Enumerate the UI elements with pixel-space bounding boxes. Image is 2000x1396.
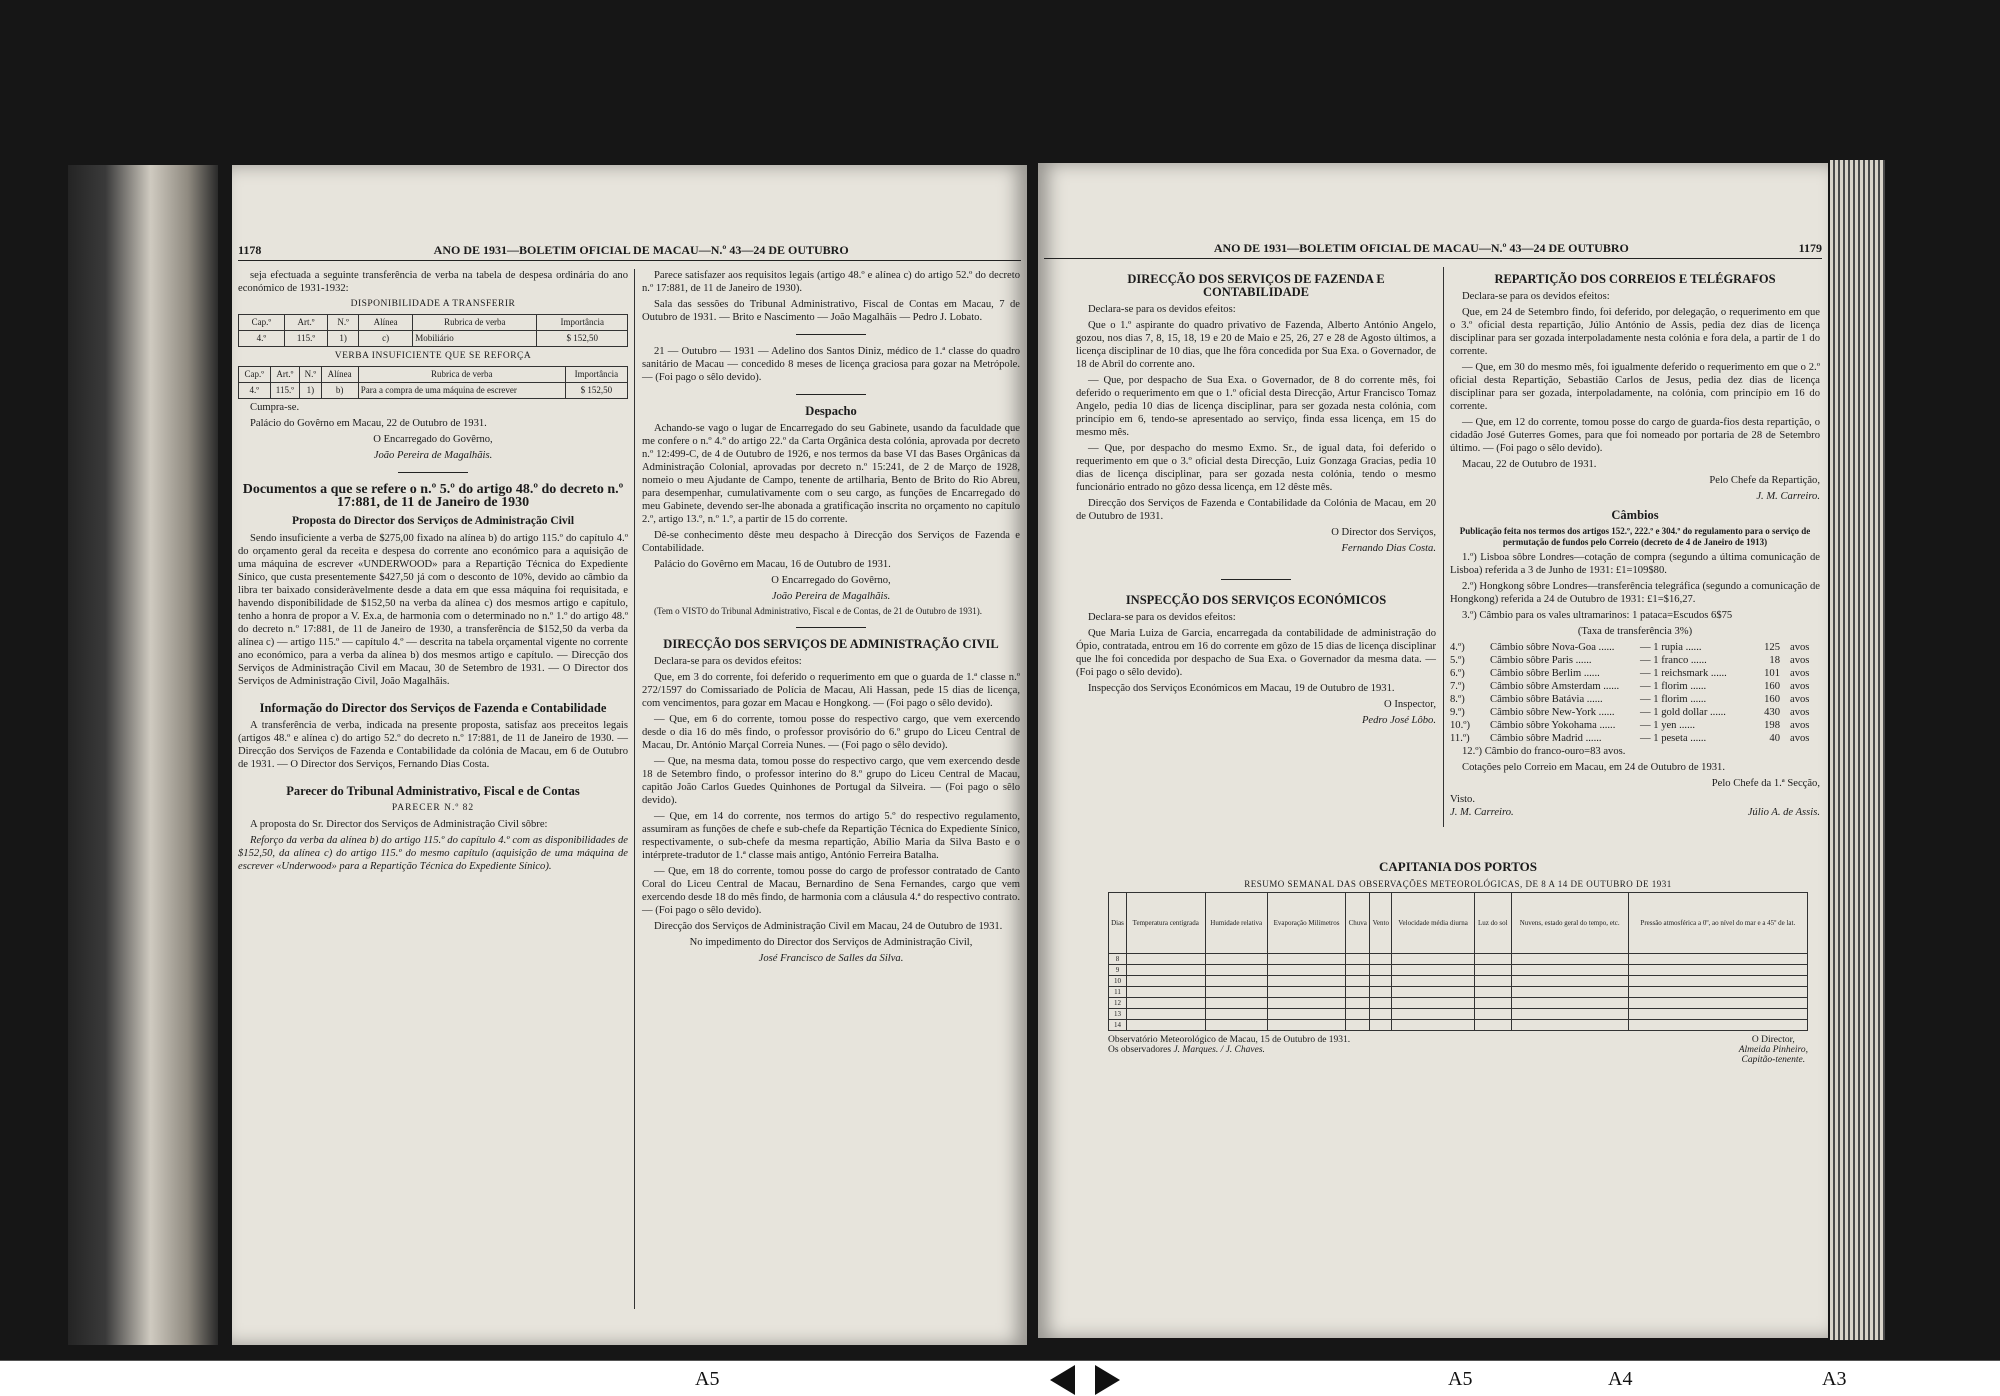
met-header: Pressão atmosférica a 0º, ao nível do mar e a 45º de lat. [1628, 893, 1807, 954]
paragraph: Inspecção dos Serviços Económicos em Macau, 19 de Outubro de 1931. [1088, 683, 1395, 694]
met-row: 14 [1109, 1020, 1808, 1031]
page-number: 1179 [1798, 241, 1822, 255]
book-left-edge [68, 165, 218, 1345]
signature-name: Fernando Dias Costa. [1341, 543, 1436, 554]
signature-role: O Encarregado do Govêrno, [771, 575, 891, 586]
paragraph: Dê-se conhecimento dêste meu despacho à Direcção dos Serviços de Fazenda e Contabilidade. [642, 530, 1020, 554]
met-row: 10 [1109, 976, 1808, 987]
signature-name: J. M. Carreiro. [1756, 491, 1820, 502]
exchange-rate-row: 9.º) Câmbio sôbre New-York ...... — 1 gold dollar ...... 430 avos [1450, 707, 1810, 718]
paragraph: Que, em 3 do corrente, foi deferido o requerimento em que o guarda de 1.ª classe n.º 272/1597 do Comissariado de Polícia de Macau, Ali Hassan, pede 15 dias de licença, com vencimentos, para gozar em Macau e Hongkong. — (Foi pago o sêlo devido). [642, 672, 1020, 709]
section-title: DIRECÇÃO DOS SERVIÇOS DE ADMINISTRAÇÃO CIVIL [663, 637, 999, 651]
exchange-rate-row: 10.º) Câmbio sôbre Yokohama ...... — 1 yen ...... 198 avos [1450, 720, 1810, 731]
film-label: A5 [1448, 1368, 1473, 1390]
met-row: 9 [1109, 965, 1808, 976]
signature-role: O Inspector, [1384, 699, 1436, 710]
note: (Tem o VISTO do Tribunal Administrativo, Fiscal e de Contas, de 21 de Outubro de 1931). [654, 606, 983, 616]
note: Publicação feita nos termos dos artigos 152.º, 222.º e 304.º do regulamento para o serviço de permutação de fundos pelo Correio (decreto de 4 de Janeiro de 1913) [1459, 526, 1811, 547]
exchange-rates-list [1450, 641, 1820, 745]
film-label: A4 [1608, 1368, 1633, 1390]
paragraph: Que Maria Luiza de Garcia, encarregada da contabilidade de administração do Ópio, contratada, entrou em 16 do corrente em gôzo de 15 dias de licença disciplinar que lhe foi concedida por despacho de Sua Exa. o Governador da mesma data. — (Foi pago o sêlo devido). [1076, 628, 1436, 678]
paragraph: — Que, em 14 do corrente, nos termos do artigo 5.º do respectivo regulamento, assumiram as funções de chefe e sub-chefe da Repartição Técnica do Expediente Sínico, respectivamente, o sub-chefe da mesma repartição, Abílio Maria da Silva Basto e o intérprete-tradutor de 1.ª classe mais antigo, António Ferreira Batalha. [642, 811, 1020, 861]
paragraph: — Que, por despacho de Sua Exa. o Governador, de 8 do corrente mês, foi deferido o requerimento em que o 1.º oficial desta Direcção, Artur Francisco Tomaz Angelo, pedia 10 dias de licença disciplinar, para ser gozada nesta colónia, com princípio em 6, tendo-se apresentado ao serviço, finda essa licença, em 15 do mesmo mês. [1076, 375, 1436, 438]
met-header: Humidade relativa [1205, 893, 1267, 954]
film-strip [0, 1360, 2000, 1396]
exchange-note: (Taxa de transferência 3%) [1577, 626, 1693, 637]
column-divider [1443, 267, 1444, 827]
paragraph: Sala das sessões do Tribunal Administrativo, Fiscal de Contas em Macau, 7 de Outubro de 1931. — Brito e Nascimento — João Magalhãis — Pedro J. Lobato. [642, 299, 1020, 323]
paragraph: Cotações pelo Correio em Macau, em 24 de Outubro de 1931. [1462, 762, 1726, 773]
met-header: Vento [1370, 893, 1392, 954]
met-header: Velocidade média diurna [1392, 893, 1474, 954]
exchange-item: 12.º) Câmbio do franco-ouro=83 avos. [1462, 746, 1626, 757]
paragraph: Que, em 24 de Setembro findo, foi deferido, por delegação, o requerimento em que o 3.º oficial desta repartição, Júlio António de Assis, pedia dez dias de licença disciplinar para ser gozada interpoladamente nesta colónia e fora dela, a partir de 1 do corrente. [1450, 307, 1820, 357]
exchange-rate-row: 4.º) Câmbio sôbre Nova-Goa ...... — 1 rupia ...... 125 avos [1450, 642, 1810, 653]
paragraph: A proposta do Sr. Director dos Serviços de Administração Civil sôbre: [250, 819, 548, 830]
exchange-rate-row: 8.º) Câmbio sôbre Batávia ...... — 1 florim ...... 160 avos [1450, 694, 1810, 705]
met-header: Luz do sol [1474, 893, 1511, 954]
signature-role: No impedimento do Director dos Serviços de Administração Civil, [689, 937, 973, 948]
section-subtitle: Proposta do Director dos Serviços de Administração Civil [291, 515, 575, 527]
section-title: Despacho [805, 404, 857, 418]
exchange-rate-row: 6.º) Câmbio sôbre Berlim ...... — 1 reichsmark ...... 101 avos [1450, 668, 1810, 679]
paragraph: Cumpra-se. [250, 402, 300, 413]
signature-role: O Director, [1751, 1035, 1795, 1045]
paragraph: Declara-se para os devidos efeitos: [1462, 291, 1610, 302]
exchange-item: 2.º) Hongkong sôbre Londres—transferência telegráfica (segundo a comunicação de Hongkong) referida a 24 de Outubro de 1931: £1=$16,27. [1450, 581, 1820, 605]
signature-name: João Pereira de Magalhãis. [373, 450, 493, 461]
right-page-header [1044, 241, 1822, 259]
met-header: Chuva [1346, 893, 1370, 954]
paragraph: — Que, em 6 do corrente, tomou posse do respectivo cargo, que vem exercendo desde o dia 16 do mês findo, o professor provisório do 6.º grupo do Liceu Central de Macau, Dr. António Marçal Correia Nunes. — (Foi pago o sêlo devido). [642, 714, 1020, 751]
paragraph: A transferência de verba, indicada na presente proposta, satisfaz aos preceitos legais (artigos 48.º e alínea c) do artigo 52.º do decreto n.º 17:881, de 11 de Janeiro de 1930. — Direcção dos Serviços de Fazenda e Contabilidade da colónia de Macau, em 6 de Outubro de 1931. — O Director dos Serviços, Fernando Dias Costa. [238, 720, 628, 770]
exchange-item: 3.º) Câmbio para os vales ultramarinos: 1 pataca=Escudos 6$75 [1462, 610, 1733, 621]
section-title: REPARTIÇÃO DOS CORREIOS E TELÉGRAFOS [1494, 272, 1776, 286]
page-header-title: ANO DE 1931—BOLETIM OFICIAL DE MACAU—N.º 43—24 DE OUTUBRO [433, 243, 849, 257]
section-title: CAPITANIA DOS PORTOS [1379, 859, 1537, 874]
paragraph: Declara-se para os devidos efeitos: [1088, 612, 1236, 623]
paragraph: — Que, em 30 do mesmo mês, foi igualmente deferido o requerimento em que o 2.º oficial desta Repartição, Sebastião Carlos de Jesus, pedia dez dias de licença disciplinar para ser gozada, interpoladamente, na colónia, com princípio em 16 do corrente. [1450, 362, 1820, 412]
signature-name: Almeida Pinheiro, [1738, 1045, 1808, 1055]
exchange-rate-row: 11.º) Câmbio sôbre Madrid ...... — 1 peseta ...... 40 avos [1450, 733, 1810, 744]
met-row: 8 [1109, 954, 1808, 965]
exchange-rate-row: 5.º) Câmbio sôbre Paris ...... — 1 franco ...... 18 avos [1450, 655, 1810, 666]
section-subtitle: Informação do Director dos Serviços de Fazenda e Contabilidade [259, 701, 607, 715]
page-number: 1178 [238, 243, 262, 257]
paragraph: Macau, 22 de Outubro de 1931. [1462, 459, 1597, 470]
paragraph: — Que, na mesma data, tomou posse do respectivo cargo, que vem exercendo desde 18 de Setembro findo, o professor interino do 8.º grupo do Liceu Central de Macau, capitão João Carlos Guedes Quinhones de Portugal da Silveira. — (Foi pago o sêlo devido). [642, 756, 1020, 806]
paragraph: Achando-se vago o lugar de Encarregado do seu Gabinete, usando da faculdade que me confere o n.º 4.º do artigo 22.º da Carta Orgânica desta colónia, aprovada por decreto n.º 12:499-C, de 4 de Outubro de 1926, e nos termos da base VI das Bases Orgânicas da Administração Colonial, aprovadas por decreto n.º 15:241, de 2 de Março de 1928, nomeio o meu Ajudante de Campo, tenente de artilharia, Bento de Brito do Rio Abreu, para desempenhar, cumulativamente com o seu cargo, as funções de Encarregado do meu Gabinete, devendo ser-lhe abonada a gratificação inscrita no orçamento no capítulo 2.º, artigo 13.º, n.º 1.º, a partir de 15 do corrente. [642, 423, 1020, 525]
paragraph: — Que, por despacho do mesmo Exmo. Sr., de igual data, foi deferido o requerimento em que o 3.º oficial desta Direcção, Luiz Gonzaga Gracias, pedia 10 dias de licença disciplinar, para ser gozada nesta colónia, tendo o mesmo funcionário entrado no gôzo dessa licença, em 12 dêste mês. [1076, 443, 1436, 493]
table-caption: VERBA INSUFICIENTE QUE SE REFORÇA [334, 351, 532, 361]
left-col-2 [642, 269, 1020, 968]
observers-names: J. Marques. / J. Chaves. [1173, 1045, 1265, 1055]
paragraph: — Que, em 12 do corrente, tomou posse do cargo de guarda-fios desta repartição, o cidadão José Guterres Gomes, para que foi nomeado por portaria de 28 de Setembro último. — (Foi pago o sêlo devido). [1450, 417, 1820, 454]
film-label: A3 [1822, 1368, 1847, 1390]
paragraph: Observatório Meteorológico de Macau, 15 de Outubro de 1931. [1108, 1035, 1351, 1045]
met-header: Temperatura centígrada [1126, 893, 1205, 954]
left-col-1 [238, 269, 628, 876]
paragraph: Declara-se para os devidos efeitos: [1088, 304, 1236, 315]
paragraph: Que o 1.º aspirante do quadro privativo de Fazenda, Alberto António Angelo, gozou, nos dias 7, 8, 15, 18, 19 e 20 de Maio e 25, 26, 27 e 28 de Agosto últimos, a licença disciplinar de 10 dias, que lhe fôra concedida por Sua Exa. o Governador, de 18 de Abril do corrente ano. [1076, 320, 1436, 370]
signature-name: Júlio A. de Assis. [1747, 807, 1820, 818]
exchange-rate-row: 7.º) Câmbio sôbre Amsterdam ...... — 1 florim ...... 160 avos [1450, 681, 1810, 692]
section-title: DIRECÇÃO DOS SERVIÇOS DE FAZENDA E CONTABILIDADE [1127, 272, 1385, 299]
capitania-section [1108, 853, 1808, 1065]
section-title: Documentos a que se refere o n.º 5.º do artigo 48.º do decreto n.º 17:881, de 11 de Janeiro de 1930 [242, 482, 624, 510]
book-right-edge [1830, 160, 1885, 1340]
signature-name: João Pereira de Magalhãis. [771, 591, 891, 602]
section-title: INSPECÇÃO DOS SERVIÇOS ECONÓMICOS [1125, 593, 1387, 607]
signature-name: Pedro José Lôbo. [1361, 715, 1436, 726]
column-divider [634, 269, 635, 1309]
paragraph: Direcção dos Serviços de Fazenda e Contabilidade da Colónia de Macau, em 20 de Outubro de 1931. [1076, 498, 1436, 522]
met-row: 12 [1109, 998, 1808, 1009]
section-subtitle: Parecer do Tribunal Administrativo, Fiscal e de Contas [286, 784, 580, 798]
signature-role: Pelo Chefe da Repartição, [1709, 475, 1820, 486]
parecer-number: PARECER N.º 82 [391, 803, 475, 813]
met-header: Nuvens, estado geral do tempo, etc. [1511, 893, 1628, 954]
paragraph: seja efectuada a seguinte transferência de verba na tabela de despesa ordinária do ano económico de 1931-1932: [238, 270, 628, 294]
paragraph: Palácio do Govêrno em Macau, 16 de Outubro de 1931. [654, 559, 891, 570]
paragraph: Sendo insuficiente a verba de $275,00 fixado na alínea b) do artigo 115.º do capítulo 4.º do orçamento geral da receita e despesa do corrente ano económico para a aquisição de uma máquina de escrever «UNDERWOOD» para a Repartição Técnica do Expediente Sínico, que custa presentemente $427,50 já com o desconto de 10%, devido ao câmbio da libra ter baixado consideràvelmente desde a data em que essa máquina foi requisitada, e havendo disponibilidade de $152,50 na verba da alínea c) dos mesmos artigo e capítulo, tenho a honra de propor a V. Ex.a, de harmonia com o determinado no n.º 1.º do artigo 48.º do decreto n.º 17:881, de 11 de Janeiro de 1930, a transferência de $152,50 da verba da alínea c) — artigo 115.º — capítulo 4.º — descrita na tabela orçamental vigente no corrente ano económico, para a verba da alínea b) dos mesmos artigo e capítulo. — Direcção dos Serviços de Administração Civil em Macau, 30 de Setembro de 1931. — O Director dos Serviços de Administração Civil, João Magalhãis. [238, 533, 628, 687]
observers-label: Os observadores [1108, 1045, 1172, 1055]
reinforce-table: Cap.º Art.º N.º Alínea Rubrica de verba Importância 4.º 115.º 1) b) Para a compra de uma máquina de escrever $ 152,50 [238, 366, 628, 399]
section-title: Câmbios [1611, 508, 1659, 522]
right-col-1 [1076, 267, 1436, 730]
transfer-table: Cap.º Art.º N.º Alínea Rubrica de verba Importância 4.º 115.º 1) c) Mobiliário $ 152,50 [238, 314, 628, 347]
right-col-2 [1450, 267, 1820, 819]
exchange-item: 1.º) Lisboa sôbre Londres—cotação de compra (segundo a última comunicação de Lisboa) referida a 3 de Junho de 1931: £1=109$80. [1450, 552, 1820, 576]
visto: Visto. [1450, 794, 1475, 805]
signature-role: O Director dos Serviços, [1331, 527, 1436, 538]
table-caption: DISPONIBILIDADE A TRANSFERIR [350, 299, 516, 309]
film-marker-icon [1050, 1365, 1120, 1395]
paragraph: Parece satisfazer aos requisitos legais (artigo 48.º e alínea c) do artigo 52.º do decreto n.º 17:881, de 11 de Janeiro de 1930). [642, 270, 1020, 294]
met-header: Dias [1109, 893, 1127, 954]
signature-name: J. M. Carreiro. [1450, 807, 1514, 818]
left-page-header [238, 243, 1021, 261]
paragraph: Declara-se para os devidos efeitos: [654, 656, 802, 667]
met-header: Evaporação Milímetros [1267, 893, 1345, 954]
paragraph: Reforço da verba da alínea b) do artigo 115.º do capítulo 4.º com as disponibilidades de $152,50, da alínea c) do artigo 115.º do mesmo capítulo (aquisição de uma máquina de escrever «Underwood» para a Repartição Técnica do Expediente Sínico). [238, 835, 628, 872]
left-page [232, 165, 1027, 1345]
paragraph: Direcção dos Serviços de Administração Civil em Macau, 24 de Outubro de 1931. [654, 921, 1003, 932]
page-header-title: ANO DE 1931—BOLETIM OFICIAL DE MACAU—N.º 43—24 DE OUTUBRO [1213, 241, 1629, 255]
signature-role: O Encarregado do Govêrno, [373, 434, 493, 445]
table-caption: RESUMO SEMANAL DAS OBSERVAÇÕES METEOROLÓGICAS, DE 8 A 14 DE OUTUBRO DE 1931 [1244, 879, 1672, 889]
signature-role: Pelo Chefe da 1.ª Secção, [1711, 778, 1820, 789]
met-row: 11 [1109, 987, 1808, 998]
met-row: 13 [1109, 1009, 1808, 1020]
signature-name: José Francisco de Salles da Silva. [758, 953, 904, 964]
film-label: A5 [695, 1368, 720, 1390]
meteorological-table [1108, 892, 1808, 1031]
signature-rank: Capitão-tenente. [1741, 1055, 1806, 1065]
paragraph: — Que, em 18 do corrente, tomou posse do cargo de professor contratado de Canto Coral do Liceu Central de Macau, Bernardino de Sena Fernandes, cargo que vem exercendo desde 18 do mês findo, de harmonia com a cláusula 4.ª do respectivo contrato. — (Foi pago o sêlo devido). [642, 866, 1020, 916]
paragraph: 21 — Outubro — 1931 — Adelino dos Santos Diniz, médico de 1.ª classe do quadro sanitário de Macau — concedido 8 meses de licença graciosa para gozar na Metrópole. — (Foi pago o sêlo devido). [642, 346, 1020, 383]
right-page [1038, 163, 1828, 1338]
paragraph: Palácio do Govêrno em Macau, 22 de Outubro de 1931. [250, 418, 487, 429]
